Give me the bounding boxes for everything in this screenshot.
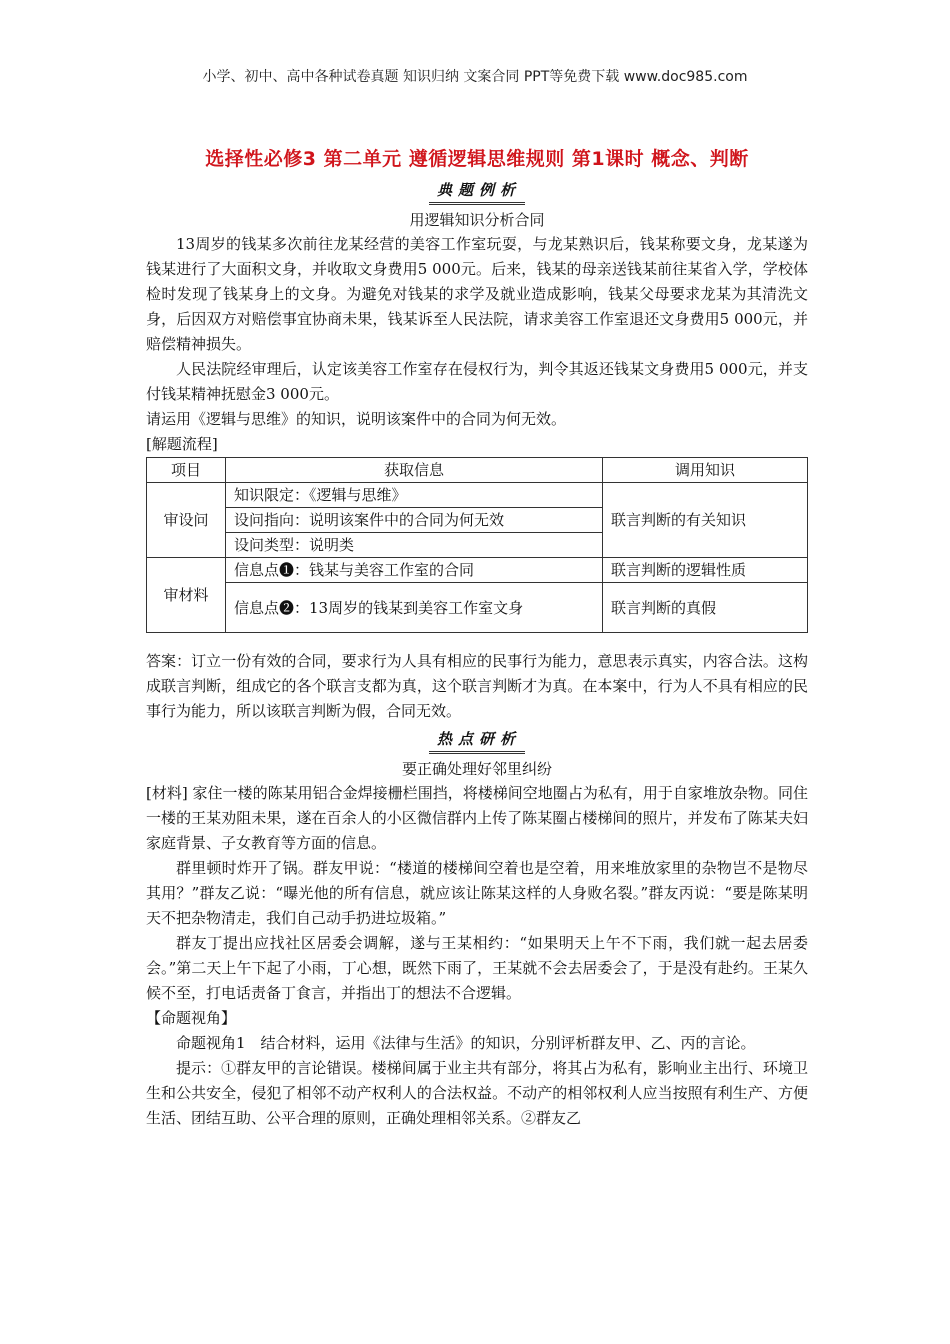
table-cell-info: 知识限定：《逻辑与思维》: [226, 483, 603, 508]
question-text: 请运用《逻辑与思维》的知识，说明该案件中的合同为何无效。: [146, 410, 567, 428]
table-row: [147, 583, 808, 633]
table-header-cell: 获取信息: [226, 458, 603, 483]
table-cell-info: 信息点❷：13周岁的钱某到美容工作室文身: [226, 583, 603, 633]
perspective-label: 【命题视角】: [146, 1009, 237, 1027]
document-body: [146, 144, 808, 1131]
table-cell-knowledge: 联言判断的真假: [603, 583, 808, 633]
hint-paragraph: 提示：①群友甲的言论错误。楼梯间属于业主共有部分，将其占为私有，影响业主出行、环境卫生和公共安全，侵犯了相邻不动产权利人的合法权益。不动产的相邻权利人应当按照有利生产、方便生活、团结互助、公平合理的原则，正确处理相邻关系。②群友乙: [146, 1059, 808, 1127]
document-title: 选择性必修3 第二单元 遵循逻辑思维规则 第1课时 概念、判断: [205, 148, 749, 170]
page-header: 小学、初中、高中各种试卷真题 知识归纳 文案合同 PPT等免费下载 www.doc985.com: [202, 69, 748, 85]
material-paragraph: [材料] 家住一楼的陈某用铝合金焊接栅栏围挡，将楼梯间空地圈占为私有，用于自家堆放杂物。同住一楼的王某劝阻未果，遂在百余人的小区微信群内上传了陈某圈占楼梯间的照片，并发布了陈某夫妇家庭背景、子女教育等方面的信息。: [146, 784, 808, 852]
table-row: [147, 558, 808, 583]
table-row: [147, 483, 808, 508]
case-paragraph: 13周岁的钱某多次前往龙某经营的美容工作室玩耍，与龙某熟识后，钱某称要文身，龙某遂为钱某进行了大面积文身，并收取文身费用5 000元。后来，钱某的母亲送钱某前往某省入学，学校体检时发现了钱某身上的文身。为避免对钱某的求学及就业造成影响，钱某父母要求龙某为其清洗文身，后因双方对赔偿事宜协商未果，钱某诉至人民法院，请求美容工作室退还文身费用5 000元，并赔偿精神损失。: [146, 235, 808, 353]
material-paragraph: 群里顿时炸开了锅。群友甲说：“楼道的楼梯间空着也是空着，用来堆放家里的杂物岂不是物尽其用？”群友乙说：“曝光他的所有信息，就应该让陈某这样的人身败名裂。”群友丙说：“要是陈某明天不把杂物清走，我们自己动手扔进垃圾箱。”: [146, 859, 808, 927]
section-banner-hotspot: [146, 728, 808, 754]
banner-text: 热点研析: [429, 728, 525, 754]
section-banner-example: [146, 179, 808, 205]
analysis-table: [146, 457, 808, 633]
perspective-question: 命题视角1 结合材料，运用《法律与生活》的知识，分别评析群友甲、乙、丙的言论。: [176, 1034, 756, 1052]
case-paragraph: 人民法院经审理后，认定该美容工作室存在侵权行为，判令其返还钱某文身费用5 000元，并支付钱某精神抚慰金3 000元。: [146, 360, 808, 403]
table-header-row: [147, 458, 808, 483]
table-cell-info: 设问指向：说明该案件中的合同为何无效: [226, 508, 603, 533]
table-header-cell: 项目: [147, 458, 226, 483]
table-cell-knowledge: 联言判断的有关知识: [603, 483, 808, 558]
material-paragraph: 群友丁提出应找社区居委会调解，遂与王某相约：“如果明天上午不下雨，我们就一起去居委会。”第二天上午下起了小雨，丁心想，既然下雨了，王某就不会去居委会了，于是没有赴约。王某久候不至，打电话责备丁食言，并指出丁的想法不合逻辑。: [146, 934, 808, 1002]
table-cell-knowledge: 联言判断的逻辑性质: [603, 558, 808, 583]
table-cell-item: 审材料: [147, 558, 226, 633]
table-cell-item: 审设问: [147, 483, 226, 558]
section-subtitle: 要正确处理好邻里纠纷: [401, 760, 552, 778]
section-subtitle: 用逻辑知识分析合同: [409, 211, 545, 229]
table-cell-info: 设问类型：说明类: [226, 533, 603, 558]
flow-label: [解题流程]: [146, 435, 218, 453]
table-cell-info: 信息点❶：钱某与美容工作室的合同: [226, 558, 603, 583]
table-header-cell: 调用知识: [603, 458, 808, 483]
banner-text: 典题例析: [429, 179, 525, 205]
answer-paragraph: 答案：订立一份有效的合同，要求行为人具有相应的民事行为能力，意思表示真实，内容合法。这构成联言判断，组成它的各个联言支都为真，这个联言判断才为真。在本案中，行为人不具有相应的民事行为能力，所以该联言判断为假，合同无效。: [146, 652, 808, 720]
